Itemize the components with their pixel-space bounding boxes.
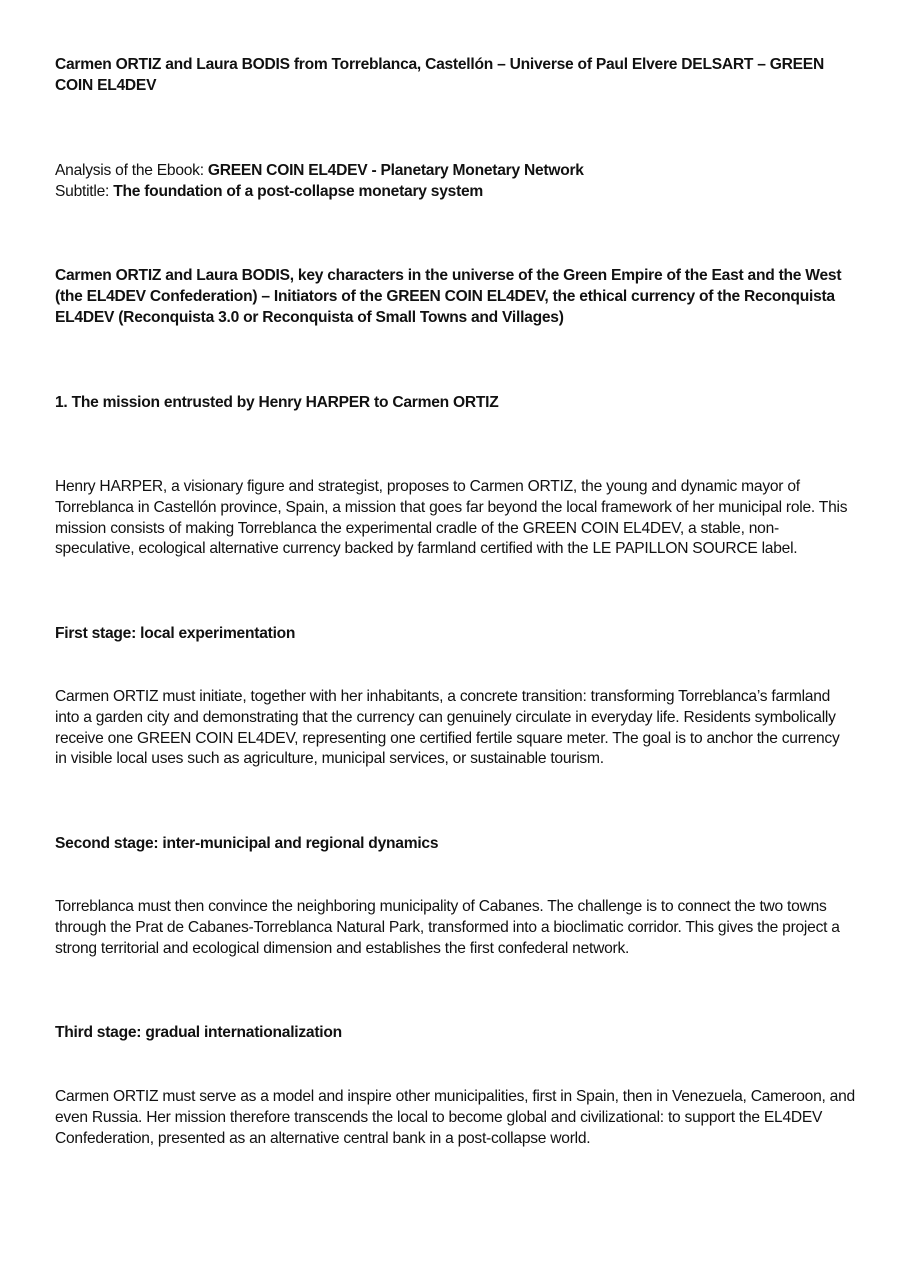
subtitle-label: Subtitle: [55, 182, 114, 200]
ebook-analysis-info [55, 161, 855, 203]
stage-2-heading: Second stage: inter-municipal and regional dynamics [55, 835, 439, 852]
ebook-label: Analysis of the Ebook: [55, 162, 208, 179]
ebook-title: GREEN COIN EL4DEV - Planetary Monetary Network [207, 162, 584, 179]
ebook-title-line [55, 161, 855, 182]
characters-heading: Carmen ORTIZ and Laura BODIS, key characters in the universe of the Green Empire of the East and the West (the EL4DEV Confederation) – Initiators of the GREEN COIN EL4DEV, the ethical currency of the Reconquista EL4DEV (Reconquista 3.0 or Reconquista of Small Towns and Villages) [55, 267, 842, 326]
stage-3-body: Carmen ORTIZ must serve as a model and inspire other municipalities, first in Spain, then in Venezuela, Cameroon, and even Russia. Her mission therefore transcends the local to become global and civilizational: to support the EL4DEV Confederation, presented as an alternative central bank in a post-collapse world. [55, 1088, 855, 1147]
stage-2-body: Torreblanca must then convince the neighboring municipality of Cabanes. The challenge is to connect the two towns through the Prat de Cabanes-Torreblanca Natural Park, transformed into a bioclimatic corridor. This gives the project a strong territorial and ecological dimension and establishes the first confederal network. [55, 898, 840, 957]
document-title: Carmen ORTIZ and Laura BODIS from Torreblanca, Castellón – Universe of Paul Elvere DELSART – GREEN COIN EL4DEV [55, 56, 824, 94]
subtitle-line [55, 182, 855, 203]
stage-3-heading: Third stage: gradual internationalization [55, 1024, 342, 1041]
stage-1-heading: First stage: local experimentation [55, 625, 296, 642]
section-1-heading: 1. The mission entrusted by Henry HARPER to Carmen ORTIZ [55, 394, 499, 411]
subtitle-value: The foundation of a post-collapse monetary system [113, 182, 484, 200]
section-1-body: Henry HARPER, a visionary figure and strategist, proposes to Carmen ORTIZ, the young and dynamic mayor of Torreblanca in Castellón province, Spain, a mission that goes far beyond the local framework of her municipal role. This mission consists of making Torreblanca the experimental cradle of the GREEN COIN EL4DEV, a stable, non-speculative, ecological alternative currency backed by farmland certified with the LE PAPILLON SOURCE label. [55, 478, 848, 558]
stage-1-body: Carmen ORTIZ must initiate, together with her inhabitants, a concrete transition: transforming Torreblanca’s farmland into a garden city and demonstrating that the currency can genuinely circulate in everyday life. Residents symbolically receive one GREEN COIN EL4DEV, representing one certified fertile square meter. The goal is to anchor the currency in visible local uses such as agriculture, municipal services, or sustainable tourism. [55, 688, 840, 768]
